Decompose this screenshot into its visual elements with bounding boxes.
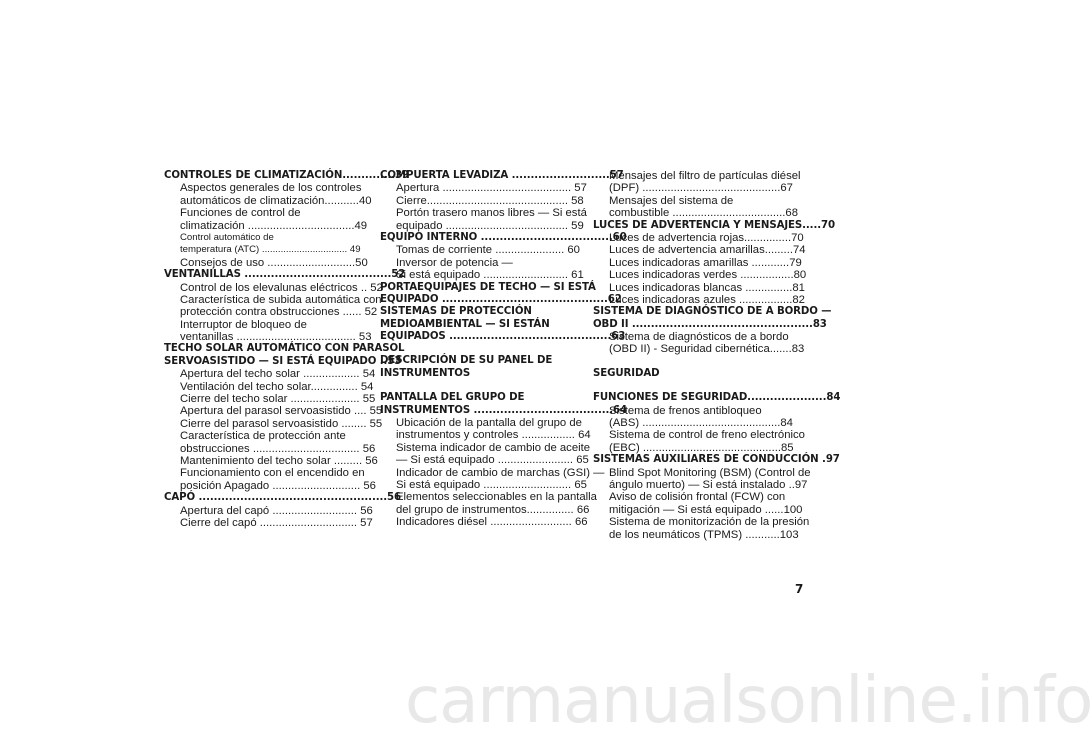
- toc-section-heading: SISTEMAS AUXILIARES DE CONDUCCIÓN .97: [593, 454, 840, 466]
- toc-entry: Sistema indicador de cambio de aceite: [396, 441, 591, 454]
- toc-entry: automáticos de climatización...........40: [180, 194, 372, 207]
- toc-entry: Luces indicadoras amarillas ............79: [609, 256, 802, 269]
- toc-section-heading: FUNCIONES DE SEGURIDAD.....................84: [593, 392, 841, 404]
- toc-section-heading: COMPUERTA LEVADIZA ..........................57: [380, 170, 624, 181]
- spacer: [380, 380, 576, 392]
- toc-entry: Sistema de control de freno electrónico: [609, 429, 805, 442]
- toc-section-heading: CAPÓ ..................................................56: [164, 492, 402, 504]
- toc-entry: obstrucciones .................................. 56: [180, 442, 376, 455]
- toc-entry: Consejos de uso ............................50: [180, 256, 368, 269]
- spacer: [593, 356, 791, 368]
- toc-entry: Luces indicadoras blancas ...............81: [609, 281, 805, 294]
- toc-entry: Control de los elevalunas eléctricos .. 52: [180, 281, 383, 294]
- toc-section-heading: EQUIPADO ............................................62: [380, 293, 622, 305]
- toc-entry: posición Apagado ............................ 56: [180, 479, 376, 492]
- toc-entry: Cierre............................................. 58: [396, 194, 584, 207]
- toc-entry: de los neumáticos (TPMS) ...........103: [609, 528, 799, 541]
- toc-entry: Luces indicadoras verdes .................80: [609, 269, 807, 282]
- toc-entry: Sistema de frenos antibloqueo: [609, 404, 762, 417]
- toc-entry: Característica de subida automática con: [180, 293, 382, 306]
- toc-section-heading: SERVOASISTIDO — SI ESTÁ EQUIPADO ..53: [164, 355, 402, 367]
- toc-section-heading: PANTALLA DEL GRUPO DE: [380, 392, 525, 404]
- toc-entry: Elementos seleccionables en la pantalla: [396, 491, 597, 504]
- toc-entry: climatización ..................................49: [180, 219, 368, 232]
- toc-entry: Indicadores diésel .......................... 66: [396, 516, 588, 529]
- toc-entry: Funcionamiento con el encendido en: [180, 467, 365, 480]
- toc-entry: Interruptor de bloqueo de: [180, 318, 307, 331]
- toc-entry: Si está equipado ........................... 61: [396, 269, 584, 282]
- toc-entry: — Si está equipado ........................ 65: [396, 454, 589, 467]
- toc-entry: mitigación — Si está equipado ......100: [609, 503, 803, 516]
- toc-section-heading: DESCRIPCIÓN DE SU PANEL DE: [380, 355, 553, 367]
- toc-section-heading: SEGURIDAD: [593, 367, 660, 379]
- toc-entry: del grupo de instrumentos............... 66: [396, 503, 590, 516]
- toc-entry: equipado ....................................... 59: [396, 219, 584, 232]
- toc-entry: Apertura del techo solar .................. 54: [180, 368, 376, 381]
- toc-entry: Indicador de cambio de marchas (GSI) —: [396, 466, 605, 479]
- toc-section-heading: SISTEMA DE DIAGNÓSTICO DE A BORDO —: [593, 306, 832, 318]
- toc-entry: (OBD II) - Seguridad cibernética.......83: [609, 343, 805, 356]
- toc-entry: Luces de advertencia rojas...............70: [609, 231, 804, 244]
- toc-entry: (DPF) ............................................67: [609, 182, 793, 195]
- toc-section-heading: VENTANILLAS .......................................52: [164, 269, 406, 281]
- toc-section-heading: PORTAEQUIPAJES DE TECHO — SI ESTÁ: [380, 281, 596, 293]
- toc-entry: Luces de advertencia amarillas.........74: [609, 244, 806, 257]
- toc-entry: ángulo muerto) — Si está instalado ..97: [609, 478, 808, 491]
- toc-column-1: [164, 170, 410, 529]
- spacer: [593, 380, 791, 392]
- toc-entry: Blind Spot Monitoring (BSM) (Control de: [609, 466, 811, 479]
- toc-entry: Sistema de monitorización de la presión: [609, 516, 810, 529]
- toc-entry: (ABS) ............................................84: [609, 417, 793, 430]
- toc-section-heading: TECHO SOLAR AUTOMÁTICO CON PARASOL: [164, 343, 405, 355]
- toc-entry: Portón trasero manos libres — Si está: [396, 207, 587, 220]
- toc-entry: Apertura del parasol servoasistido .... 55: [180, 405, 383, 418]
- toc-entry: (EBC) ............................................85: [609, 441, 794, 454]
- toc-entry: combustible ....................................68: [609, 207, 798, 220]
- toc-entry: Apertura del capó ........................... 56: [180, 504, 373, 517]
- toc-entry: Inversor de potencia —: [396, 256, 513, 269]
- toc-section-heading: LUCES DE ADVERTENCIA Y MENSAJES.....70: [593, 219, 835, 231]
- toc-entry: Apertura ......................................... 57: [396, 182, 587, 195]
- toc-section-heading: SISTEMAS DE PROTECCIÓN: [380, 306, 532, 318]
- toc-entry: Cierre del capó ............................... 57: [180, 516, 373, 529]
- toc-entry: Aviso de colisión frontal (FCW) con: [609, 491, 786, 504]
- toc-section-heading: EQUIPADOS ...........................................63: [380, 331, 626, 343]
- toc-entry: Si está equipado ............................ 65: [396, 478, 587, 491]
- watermark: carmanualsonline.info: [405, 664, 1092, 738]
- toc-entry: Mensajes del sistema de: [609, 194, 734, 207]
- toc-entry: Luces indicadoras azules .................82: [609, 293, 805, 306]
- toc-entry: temperatura (ATC) ................................ 49: [180, 244, 361, 256]
- page-number: 7: [795, 582, 804, 596]
- toc-entry: protección contra obstrucciones ...... 52: [180, 306, 378, 319]
- toc-section-heading: CONTROLES DE CLIMATIZACIÓN..............39: [164, 170, 410, 181]
- toc-section-heading: OBD II ................................................83: [593, 318, 827, 330]
- toc-entry: ventanillas ...................................... 53: [180, 331, 372, 344]
- toc-entry: Control automático de: [180, 231, 274, 243]
- toc-entry: Cierre del parasol servoasistido ........ 55: [180, 417, 383, 430]
- toc-entry: Sistema de diagnósticos de a bordo: [609, 331, 789, 344]
- toc-section-heading: INSTRUMENTOS .....................................64: [380, 404, 628, 416]
- toc-entry: instrumentos y controles ................. 64: [396, 429, 591, 442]
- toc-section-heading: MEDIOAMBIENTAL — SI ESTÁN: [380, 318, 550, 330]
- toc-entry: Ubicación de la pantalla del grupo de: [396, 417, 582, 430]
- toc-entry: Mensajes del filtro de partículas diésel: [609, 170, 801, 182]
- toc-entry: Aspectos generales de los controles: [180, 182, 362, 195]
- toc-entry: Mantenimiento del techo solar ......... 56: [180, 454, 378, 467]
- toc-entry: Funciones de control de: [180, 207, 301, 220]
- toc-section-heading: INSTRUMENTOS: [380, 367, 471, 379]
- toc-section-heading: EQUIPO INTERNO ...................................60: [380, 231, 627, 243]
- toc-column-3: [593, 170, 841, 541]
- toc-entry: Tomas de corriente ...................... 60: [396, 244, 580, 257]
- toc-entry: Cierre del techo solar ...................... 55: [180, 393, 376, 406]
- spacer: [380, 343, 576, 355]
- toc-entry: Característica de protección ante: [180, 430, 346, 443]
- toc-entry: Ventilación del techo solar............... 54: [180, 380, 374, 393]
